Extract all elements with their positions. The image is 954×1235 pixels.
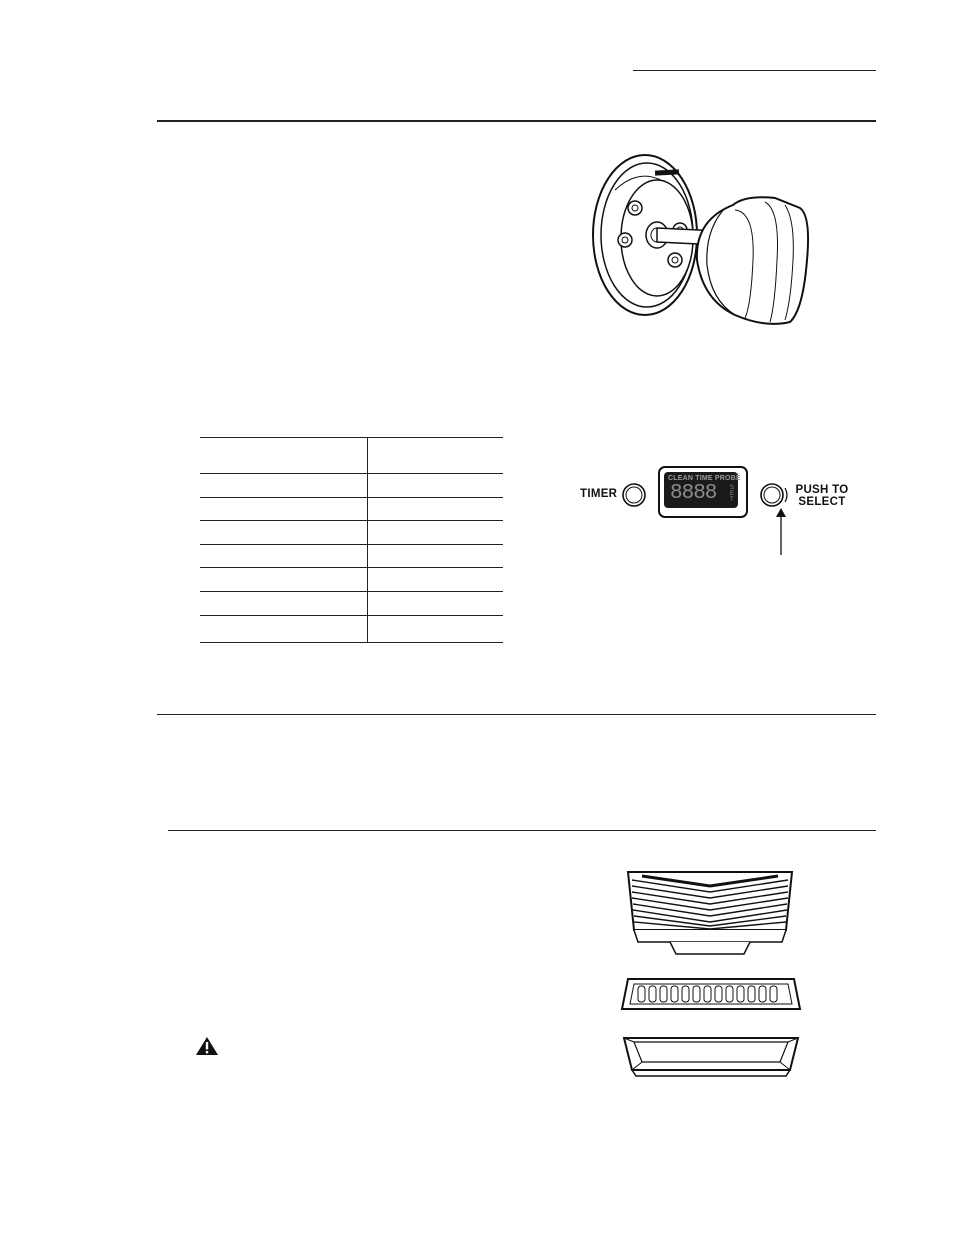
push-to-select-knob[interactable] [760, 482, 792, 508]
header-rule [633, 70, 876, 71]
section-rule-lower [168, 830, 876, 831]
table-top-line [200, 437, 503, 438]
table-row-line [200, 567, 503, 568]
broiler-grid-illustration [620, 975, 802, 1015]
broiler-pan-illustration [620, 1032, 802, 1080]
display-screen [664, 472, 741, 508]
display-side-text: SET [730, 485, 735, 503]
table-row-line [200, 520, 503, 521]
display-digits: 8888 [670, 482, 717, 505]
warning-triangle-icon [195, 1036, 219, 1056]
table-row-line [200, 544, 503, 545]
push-to-select-label [794, 484, 850, 508]
push-label-line2: SELECT [798, 496, 846, 508]
table-row-line [200, 473, 503, 474]
table-row-line [200, 591, 503, 592]
table-column-divider [367, 437, 368, 643]
oven-knob-illustration [585, 150, 845, 340]
table-row-line [200, 497, 503, 498]
timer-label: TIMER [580, 488, 618, 500]
display-modes: CLEAN TIME PROBE [668, 475, 741, 482]
push-label-line1: PUSH TO [795, 484, 849, 496]
section-rule-middle [157, 714, 876, 715]
section-rule-top [157, 120, 876, 122]
table-bottom-line [200, 642, 503, 643]
table-row-line [200, 615, 503, 616]
arrow-icon [773, 507, 789, 557]
broiler-rack-illustration [620, 868, 800, 958]
display-panel [658, 466, 748, 518]
timer-button[interactable] [622, 483, 646, 507]
